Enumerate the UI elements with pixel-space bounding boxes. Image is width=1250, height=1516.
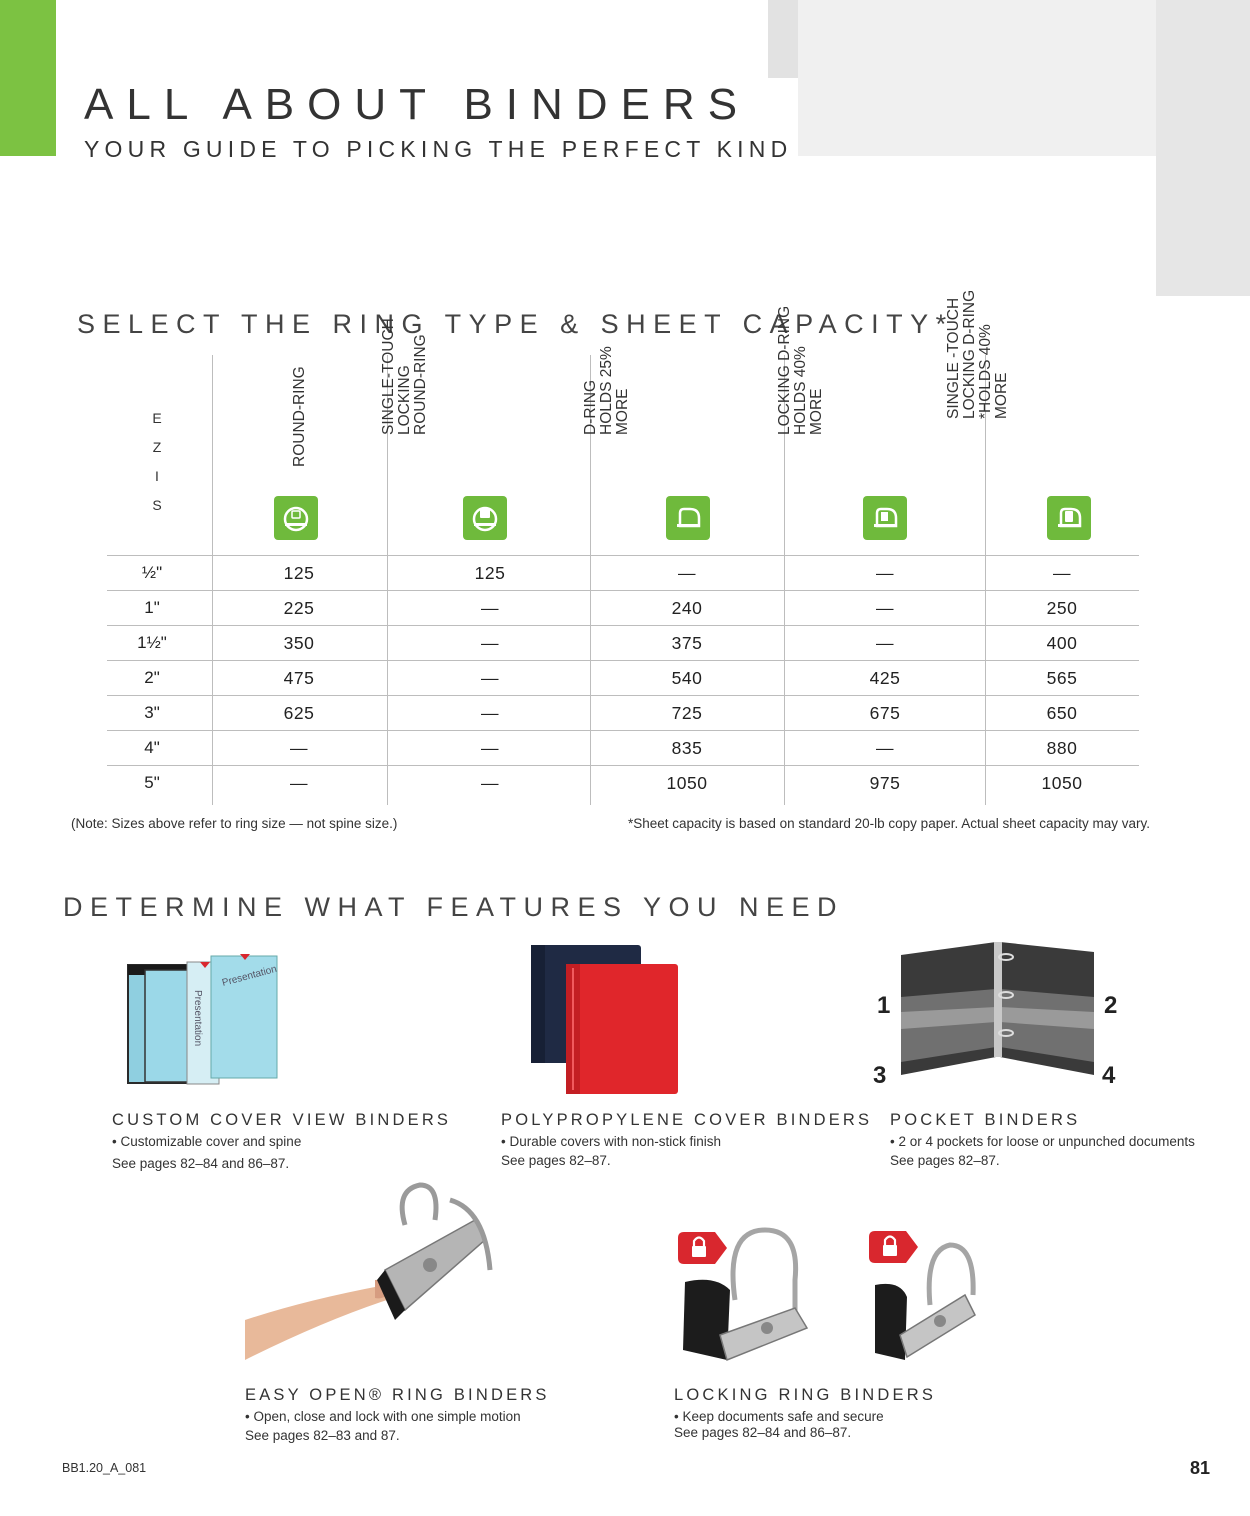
capacity-cell: 1050 (1041, 773, 1083, 793)
size-cell: ½" (141, 563, 163, 582)
feature-see-custom-cover: See pages 82–84 and 86–87. (112, 1156, 290, 1171)
catalog-code: BB1.20_A_081 (62, 1461, 147, 1475)
green-accent-bar (0, 0, 56, 156)
capacity-cell: 835 (671, 738, 703, 758)
capacity-cell: 540 (671, 668, 703, 688)
polypropylene-binders-image (528, 942, 683, 1097)
capacity-cell: — (876, 738, 894, 758)
capacity-cell: 225 (283, 598, 315, 618)
capacity-cell: 650 (1046, 703, 1078, 723)
capacity-cell: — (876, 563, 894, 583)
pocket-number-4: 4 (1102, 1062, 1116, 1089)
column-header-single-touch-round-ring: SINGLE-TOUCH LOCKING ROUND-RING (387, 355, 590, 555)
cover-label: Presentation (220, 963, 279, 989)
capacity-cell: — (290, 738, 308, 758)
column-header-d-ring: D-RING HOLDS 25% MORE (590, 355, 784, 555)
feature-title-custom-cover: CUSTOM COVER VIEW BINDERS (112, 1111, 452, 1129)
capacity-cell: — (678, 563, 696, 583)
feature-title-easy-open: EASY OPEN® RING BINDERS (245, 1386, 550, 1404)
capacity-cell: 250 (1046, 598, 1078, 618)
page-number: 81 (1190, 1458, 1211, 1478)
capacity-cell: — (290, 773, 308, 793)
pocket-binder-image (898, 937, 1098, 1087)
locking-ring-image-1 (675, 1220, 815, 1370)
locking-round-ring-icon (463, 496, 507, 540)
decorative-grey-block (798, 0, 1156, 156)
capacity-cell: — (481, 598, 499, 618)
easy-open-ring-image (245, 1180, 500, 1370)
capacity-cell: — (481, 633, 499, 653)
single-touch-d-ring-icon (1047, 496, 1091, 540)
capacity-cell: 125 (283, 563, 315, 583)
ring-section-heading: SELECT THE RING TYPE & SHEET CAPACITY* (77, 309, 954, 339)
feature-title-pocket: POCKET BINDERS (890, 1111, 1081, 1129)
d-ring-icon (666, 496, 710, 540)
features-section-heading: DETERMINE WHAT FEATURES YOU NEED (63, 892, 845, 922)
feature-see-pocket: See pages 82–87. (890, 1153, 1000, 1168)
capacity-cell: 725 (671, 703, 703, 723)
capacity-cell: — (481, 738, 499, 758)
capacity-cell: 565 (1046, 668, 1078, 688)
pocket-number-1: 1 (877, 992, 891, 1019)
size-note: (Note: Sizes above refer to ring size — not spine size.) (71, 816, 398, 831)
page-title: ALL ABOUT BINDERS (84, 80, 751, 129)
capacity-cell: 675 (869, 703, 901, 723)
column-header-single-touch-d-ring: SINGLE -TOUCH LOCKING D-RING *HOLDS 40% MORE (985, 355, 1139, 555)
size-cell: 4" (144, 738, 160, 757)
pocket-number-3: 3 (873, 1062, 887, 1089)
capacity-cell: — (876, 598, 894, 618)
feature-bullet-custom-cover: • Customizable cover and spine (112, 1134, 302, 1149)
feature-bullet-easy-open: • Open, close and lock with one simple motion (245, 1409, 521, 1424)
capacity-cell: 125 (474, 563, 506, 583)
capacity-cell: — (481, 668, 499, 688)
decorative-grey-block (1156, 0, 1250, 296)
feature-see-polypropylene: See pages 82–87. (501, 1153, 611, 1168)
pocket-number-2: 2 (1104, 992, 1118, 1019)
capacity-cell: — (1053, 563, 1071, 583)
size-cell: 1" (144, 598, 160, 617)
capacity-cell: 880 (1046, 738, 1078, 758)
capacity-footnote: *Sheet capacity is based on standard 20-lb copy paper. Actual sheet capacity may vary. (628, 816, 1151, 831)
feature-title-polypropylene: POLYPROPYLENE COVER BINDERS (501, 1111, 873, 1129)
capacity-cell: 475 (283, 668, 315, 688)
feature-bullet-polypropylene: • Durable covers with non-stick finish (501, 1134, 722, 1149)
feature-see-easy-open: See pages 82–83 and 87. (245, 1428, 400, 1443)
feature-bullet-locking-ring: • Keep documents safe and secure (674, 1409, 884, 1424)
size-cell: 5" (144, 773, 160, 792)
spine-label: Presentation (192, 990, 203, 1047)
capacity-cell: 240 (671, 598, 703, 618)
capacity-cell: 625 (283, 703, 315, 723)
page-subtitle: YOUR GUIDE TO PICKING THE PERFECT KIND (84, 136, 793, 162)
round-ring-icon (274, 496, 318, 540)
capacity-cell: 400 (1046, 633, 1078, 653)
size-column-label: E Z I S (152, 410, 162, 513)
column-header-locking-d-ring: LOCKING D-RING HOLDS 40% MORE (784, 355, 985, 555)
feature-bullet-pocket: • 2 or 4 pockets for loose or unpunched documents (890, 1134, 1195, 1149)
feature-title-locking-ring: LOCKING RING BINDERS (674, 1386, 937, 1404)
capacity-cell: — (481, 773, 499, 793)
cover-view-binders-image (125, 950, 285, 1090)
capacity-cell: 425 (869, 668, 901, 688)
locking-ring-image-2 (845, 1225, 980, 1370)
size-cell: 3" (144, 703, 160, 722)
size-cell: 2" (144, 668, 160, 687)
capacity-cell: 350 (283, 633, 315, 653)
size-cell: 1½" (137, 633, 167, 652)
capacity-cell: 975 (869, 773, 901, 793)
locking-d-ring-icon (863, 496, 907, 540)
column-header-round-ring: ROUND-RING (212, 355, 387, 555)
capacity-cell: — (481, 703, 499, 723)
feature-see-locking-ring: See pages 82–84 and 86–87. (674, 1425, 852, 1440)
capacity-cell: 1050 (666, 773, 708, 793)
capacity-cell: — (876, 633, 894, 653)
capacity-cell: 375 (671, 633, 703, 653)
